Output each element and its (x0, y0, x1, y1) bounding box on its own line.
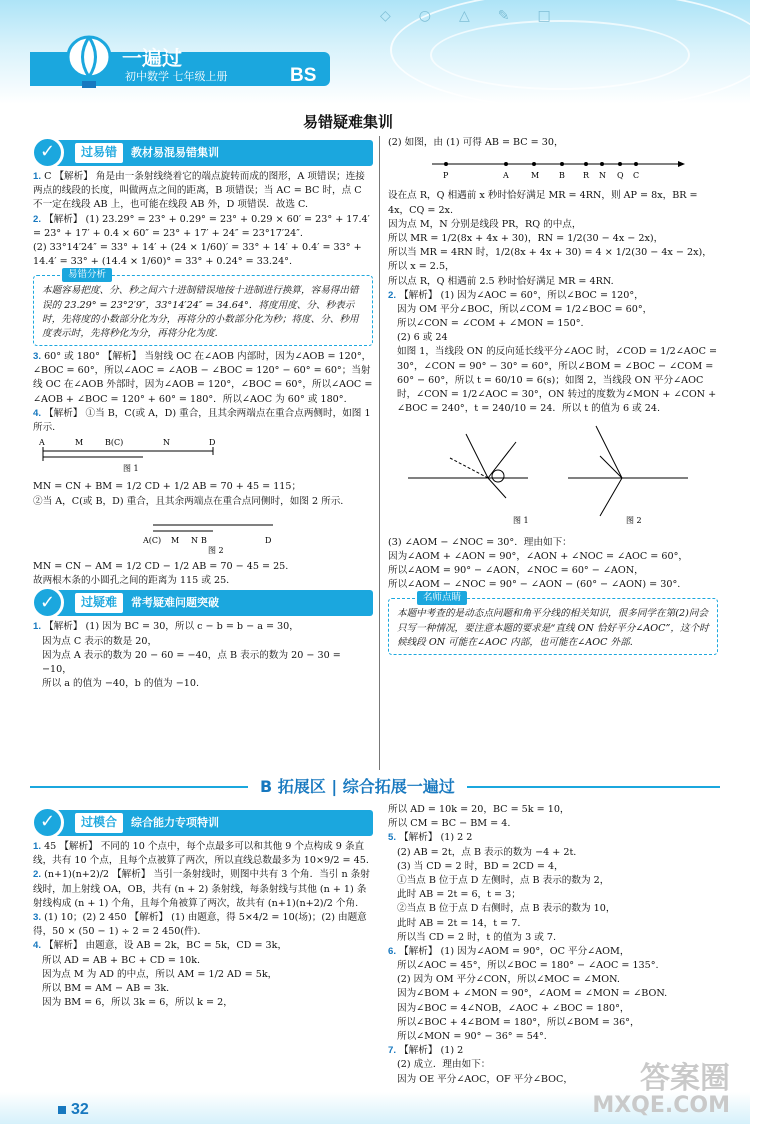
nl-label: Q (617, 171, 624, 181)
right-column-2 (388, 803, 718, 1087)
answer-r4: 所以当 MR = 4RN 时，1/2(8x + 4x + 30) = 4 × 1/2(30 − 4x − 2x)， (388, 247, 712, 259)
banner-subtitle: 常考疑难问题突破 (131, 596, 220, 610)
check-icon: ✓ (31, 136, 64, 169)
question-1d: 所以 a 的值为 −40，b 的值为 −10. (42, 678, 199, 690)
fig2-label: B (201, 535, 207, 545)
ext-answer-4e: 因为 BM = 6，所以 3k = 6，所以 k = 2， (42, 997, 233, 1009)
answer-r6: 所以点 R，Q 相遇前 2.5 秒时恰好满足 MR = 4RN. (388, 275, 614, 287)
ext-r7: 此时 AB = 2t = 6，t = 3； (397, 889, 521, 901)
answer-r5: 所以 x = 2.5， (388, 261, 455, 273)
answer-2b: (2) 33°14′24″ = 33° + 14′ + (24 × 1/60)′ = 33° + 14′ + 0.4′ = 33° + 14.4′ = 33° + (14.4 × 1/60)° = 33° + 0.24° = 33.24°. (33, 241, 362, 268)
watermark (592, 1061, 730, 1118)
banner-tag: 过疑难 (75, 593, 123, 613)
answer-3: 3. 60° 或 180° 【解析】 当射线 OC 在∠AOB 内部时，因为∠AOB = 120°，∠BOC = 60°，所以∠AOC = ∠AOB − ∠BOC = 120° − 60° = 60°；当射线 OC 在∠AOB 外部时，因为∠AOB = 120°，∠BOC = 60°，所以∠AOC = ∠AOB + ∠BOC = 120° + 60° = 180°．所以∠AOC 为 60° 或 180°. (33, 351, 373, 405)
fig-caption: 图 1 (513, 516, 529, 526)
right-column (388, 136, 718, 659)
answer-1: 1. C 【解析】 角是由一条射线绕着它的端点旋转而成的图形，A 项错误；连接两点的线段的长度，叫做两点之间的距离，B 项错误；当 AC = BC 时，点 C 不一定在线段 AB 上，也可能在线段 AB 外，D 项错误．故选 C. (33, 171, 365, 211)
ext-r2: 所以 CM = BC − BM = 4. (388, 818, 511, 830)
answer-r7: 2. 【解析】 (1) 因为∠AOC = 60°，所以∠BOC = 120°， (388, 289, 644, 301)
answer-r15: 所以∠AOM − ∠NOC = 90° − ∠AON − (60° − ∠AON) = 30°. (388, 579, 681, 591)
decor-swirl (430, 20, 690, 90)
fig1-caption: 图 1 (123, 464, 139, 474)
fig2-caption: 图 2 (208, 545, 224, 555)
answer-4d: MN = CN − AM = 1/2 CD − 1/2 AB = 70 − 45 = 25. (33, 560, 289, 572)
brand-title: 一遍过 (122, 46, 182, 70)
fig2-label: A(C) (143, 535, 162, 545)
extension-header (0, 771, 750, 805)
section-banner (39, 810, 373, 836)
ext-answer-4b: 所以 AD = AB + BC + CD = 10k. (42, 954, 201, 966)
check-icon: ✓ (31, 586, 64, 619)
tip-label: 名师点睛 (417, 591, 467, 605)
answer-2: 2. 【解析】 (1) 23.29° = 23° + 0.29° = 23° + 0.29 × 60′ = 23° + 17.4′ = 23° + 17′ + 0.4 × 60″ = 23° + 17′ + 24″ = 23°17′24″. (33, 213, 370, 239)
fig-caption: 图 2 (626, 516, 642, 526)
fig1-label: B(C) (105, 438, 124, 448)
answer-r14: 所以∠AOM = 90° − ∠AON，∠NOC = 60° − ∠AON， (388, 564, 644, 576)
ext-answer-4d: 所以 BM = AM − AB = 3k. (42, 982, 170, 994)
fig1-label: D (209, 438, 216, 448)
question-1c: 因为点 A 表示的数为 20 − 60 = −40，点 B 表示的数为 20 − 30 = −10， (42, 649, 341, 675)
fig1-label: N (163, 438, 170, 448)
ext-r20: 因为 OE 平分∠AOC，OF 平分∠BOC， (397, 1073, 573, 1085)
left-column-2 (33, 808, 373, 1010)
watermark-text: 答案圈 (640, 1061, 730, 1096)
watermark-url: MXQE.COM (592, 1093, 730, 1118)
section-banner (39, 590, 373, 616)
answer-4: 4. 【解析】 ①当 B，C(或 A，D) 重合，且其余两端点在重合点两侧时，如图 1 所示. (33, 407, 371, 433)
ext-answer-3: 3. (1) 10；(2) 2 450 【解析】 (1) 由题意，得 5×4/2 = 10(场)；(2) 由题意得，50 × (50 − 1) ÷ 2 = 2 450(件). (33, 911, 367, 938)
column-divider (379, 136, 380, 770)
brand-edition: BS (290, 65, 317, 86)
extension-title: B 拓展区 | 综合拓展一遍过 (248, 775, 467, 799)
nl-label: P (443, 171, 449, 181)
ext-r14: 因为∠BOM + ∠MON = 90°，∠AOM = ∠MON = ∠BON. (397, 988, 668, 1000)
fig2-label: D (265, 535, 272, 545)
nl-label: R (583, 171, 590, 181)
ext-answer-1: 1. 45 【解析】 不同的 10 个点中，每个点最多可以和其他 9 个点构成 9 条直线，共有 10 个点，且每个点被算了两次，所以直线总数最多为 10×9/2 = 45. (33, 841, 369, 867)
ext-r17: 所以∠MON = 90° − 36° = 54°. (397, 1031, 547, 1042)
answer-r10: (2) 6 或 24 (397, 332, 448, 344)
figure-2 (33, 511, 272, 555)
ext-r5: (3) 当 CD = 2 时，BD = 2CD = 4， (397, 860, 564, 872)
banner-subtitle: 综合能力专项特训 (131, 815, 220, 829)
answer-r8: 因为 OM 平分∠BOC，所以∠COM = 1/2∠BOC = 60°， (397, 303, 653, 315)
fig2-label: M (171, 535, 180, 545)
ext-answer-4: 4. 【解析】 由题意，设 AB = 2k，BC = 5k，CD = 3k， (33, 940, 288, 952)
ext-answer-2: 2. (n+1)(n+2)/2 【解析】 当引一条射线时，则图中共有 3 个角．当引 n 条射线时，加上射线 OA，OB，共有 (n + 2) 条射线，每条射线与其他 (n + 1) 条射线构成 (n + 1) 个角，且每个角被算了两次，故共有 (n+1)(n+2)/2 个角. (33, 869, 370, 909)
ext-r6: ①当点 B 位于点 D 左侧时，点 B 表示的数为 2， (397, 874, 610, 886)
ext-r1: 所以 AD = 10k = 20，BC = 5k = 10， (388, 804, 570, 815)
ext-r9: 此时 AB = 2t = 14，t = 7. (397, 917, 521, 929)
answer-4b: MN = CN + BM = 1/2 CD + 1/2 AB = 70 + 45 = 115； (33, 481, 302, 493)
tip-label: 易错分析 (62, 268, 112, 282)
page-number: 32 (58, 1098, 89, 1122)
left-column (33, 138, 373, 691)
angle-figures (388, 418, 708, 528)
brand-subtitle: 初中数学 七年级上册 (125, 70, 228, 83)
answer-r0: (2) 如图，由 (1) 可得 AB = BC = 30， (388, 137, 564, 148)
banner-tag: 过模合 (75, 813, 123, 833)
tip-text: 本题中考查的是动态点问题和角平分线的相关知识，很多同学在第(2)问会只写一种情况，要注意本题的要求是“直线 ON 恰好平分∠AOC”，这个时候线段 ON 可能在∠AOC 内部，也可能在∠AOC 外部. (397, 608, 709, 648)
ext-r12: 所以∠AOC = 45°，所以∠BOC = 180° − ∠AOC = 135°. (397, 960, 659, 972)
answer-r12: (3) ∠AOM − ∠NOC = 30°．理由如下： (388, 536, 572, 548)
ext-r10: 所以当 CD = 2 时，t 的值为 3 或 7. (397, 931, 557, 943)
question-1b: 因为点 C 表示的数是 20， (42, 635, 158, 647)
page-title: 易错疑难集训 (303, 113, 394, 131)
answer-r1: 设在点 R，Q 相遇前 x 秒时恰好满足 MR = 4RN，则 AP = 8x，BR = 4x，CQ = 2x. (388, 190, 698, 216)
ext-r13: (2) 因为 OM 平分∠CON，所以∠MOC = ∠MON. (397, 974, 620, 986)
ext-r16: 所以∠BOC + 4∠BOM = 180°，所以∠BOM = 36°， (397, 1016, 640, 1028)
figure-1 (33, 437, 233, 473)
fig1-label: M (75, 438, 84, 448)
ext-r18: 7. 【解析】 (1) 2 (388, 1045, 464, 1057)
nl-label: B (559, 171, 565, 181)
check-icon: ✓ (31, 806, 64, 839)
ext-r4: (2) AB = 2t，点 B 表示的数为 −4 + 2t. (397, 846, 577, 858)
nl-label: M (531, 171, 540, 181)
fig1-label: A (39, 438, 45, 448)
answer-4e: 故两根木条的小圆孔之间的距离为 115 或 25. (33, 575, 230, 587)
answer-4c: ②当 A，C(或 B，D) 重合，且其余两端点在重合点同侧时，如图 2 所示. (33, 495, 344, 507)
ext-answer-4c: 因为点 M 为 AD 的中点，所以 AM = 1/2 AD = 5k， (42, 968, 278, 980)
tip-box (388, 592, 718, 655)
answer-r3: 所以 MR = 1/2(8x + 4x + 30)，RN = 1/2(30 − 4x − 2x)， (388, 232, 664, 244)
decor-doodles: ◇○△✎□ (380, 8, 579, 24)
ext-r3: 5. 【解析】 (1) 2 2 (388, 832, 473, 844)
ext-r11: 6. 【解析】 (1) 因为∠AOM = 90°，OC 平分∠AOM， (388, 945, 630, 957)
ext-r15: 因为∠BOC = 4∠NOB，∠AOC + ∠BOC = 180°， (397, 1002, 630, 1014)
answer-r13: 因为∠AOM + ∠AON = 90°，∠AON + ∠NOC = ∠AOC = 60°， (388, 550, 688, 562)
banner-subtitle: 教材易混易错集训 (131, 145, 220, 159)
nl-label: A (503, 171, 509, 181)
nl-label: N (599, 171, 606, 181)
section-banner (39, 140, 373, 166)
balloon-icon (62, 35, 116, 91)
banner-tag: 过易错 (75, 143, 123, 163)
fig2-label: N (191, 535, 198, 545)
answer-r11: 如图 1，当线段 ON 的反向延长线平分∠AOC 时，∠COD = 1/2∠AOC = 30°，∠CON = 90° − 30° = 60°，所以∠BOM = ∠BOC − ∠COM = 60° − 60°，所以 t = 60/10 = 6(s)；如图 2，当线段 ON 平分∠AOC 时，∠CON = 1/2∠AOC = 30°，ON 转过的度数为∠MON + ∠CON + ∠BOC = 240°，t = 240/10 = 24．所以 t 的值为 6 或 24. (397, 346, 718, 415)
tip-text: 本题容易把度、分、秒之间六十进制错误地按十进制进行换算，容易得出错误的 23.29° = 23°2′9″，33°14′24″ = 34.64°．将度用度、分、秒表示时，先将度的小数部分化为分，再将分的小数部分化为秒；将度、分、秒用度表示时，先将秒化为分，再将分化为度. (42, 285, 359, 339)
ext-r19: (2) 成立．理由如下： (397, 1059, 491, 1071)
ext-r8: ②当点 B 位于点 D 右侧时，点 B 表示的数为 10， (397, 903, 616, 915)
answer-r2: 因为点 M，N 分别是线段 PR，RQ 的中点， (388, 218, 582, 230)
nl-label: C (633, 171, 640, 181)
number-line (388, 152, 708, 182)
tip-box (33, 269, 373, 346)
question-1: 1. 【解析】 (1) 因为 BC = 30，所以 c − b = b − a = 30， (33, 621, 299, 633)
answer-r9: 所以∠CON = ∠COM + ∠MON = 150°. (397, 318, 584, 330)
page-header (0, 0, 750, 104)
